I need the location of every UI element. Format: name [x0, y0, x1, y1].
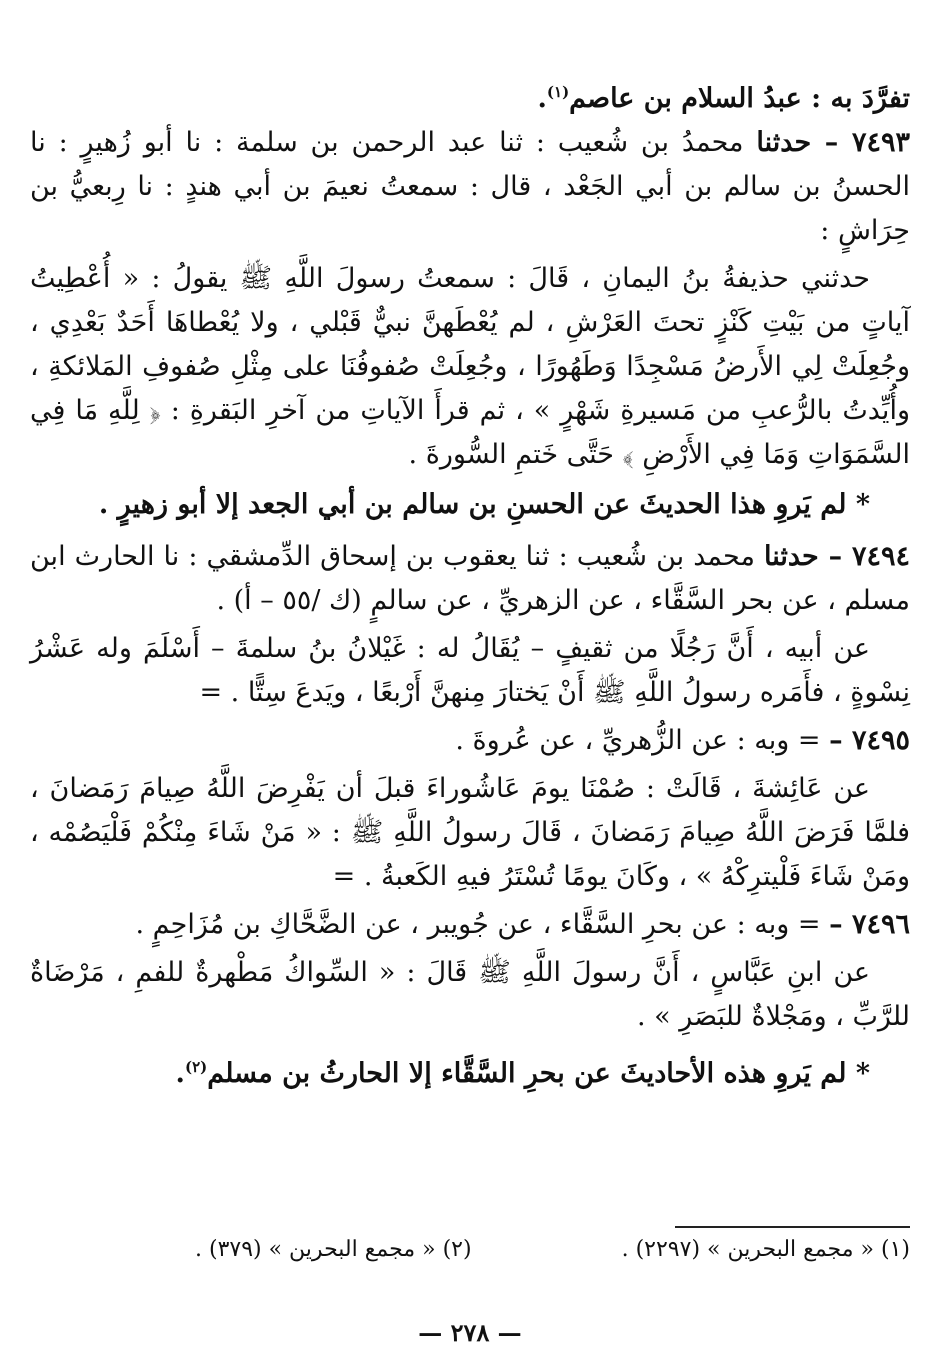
hadith-7495-isnad — [30, 719, 910, 763]
footnote-1: (١) « مجمع البحرين » (٢٢٩٧) . — [621, 1237, 910, 1262]
hadith-number-7495: ٧٤٩٥ – — [829, 725, 910, 756]
hadith-7493-note: * لم يَروِ هذا الحديثَ عن الحسنِ بن سالم بن أبي الجعد إلا أبو زهيرٍ . — [98, 489, 870, 520]
isnad-text: محمدُ بن شُعيب : ثنا عبد الرحمن بن سلمة : نا أبو زُهيرٍ : نا الحسنُ بن سالم بن أبي الجَعْد ، قال : سمعتُ نعيمَ بن أبي هندٍ : نا رِبعيُّ بن حِرَاشٍ : — [30, 127, 910, 246]
footnote-marker-1: (١) — [546, 83, 570, 101]
hadith-number-7493: ٧٤٩٣ – حدثنا — [756, 127, 910, 158]
hadith-7493-matn: حدثني حذيفةُ بنُ اليمانِ ، قَالَ : سمعتُ رسولَ اللَّهِ ﷺ يقولُ : « أُعْطِيتُ آياتٍ من بَيْتِ كَنْزٍ تحتَ العَرْشِ ، لم يُعْطَهنَّ نبيٌّ قَبْلي ، ولا يُعْطاهَا أَحَدٌ بَعْدِي ، وجُعِلَتْ لِي الأَرضُ مَسْجِدًا وَطَهُورًا ، وجُعِلَتْ صُفوفُنَا على مِثْلِ صُفوفِ المَلائكةِ ، وأُيِّدتُ بالرُّعبِ من مَسيرةِ شَهْرٍ » ، ثم قرأَ الآياتِ من آخرِ البَقرةِ : ﴿ لِلَّهِ مَا فِي السَّمَوَاتِ وَمَا فِي الأَرْضِ ﴾ حَتَّى خَتمِ السُّورةَ . — [30, 263, 910, 470]
isnad-text: = وبه : عن الزُّهريِّ ، عن عُروةَ . — [455, 725, 821, 756]
hadith-number-7494: ٧٤٩٤ – حدثنا — [763, 541, 910, 572]
hadith-7496-isnad — [30, 903, 910, 947]
hadith-7496-matn: عن ابنِ عَبَّاسٍ ، أَنَّ رسولَ اللَّهِ ﷺ قَالَ : « السِّواكُ مَطْهرةٌ للفمِ ، مَرْضَاةٌ للرَّبِّ ، ومَجْلاةٌ للبَصَرِ » . — [30, 957, 910, 1032]
note-text: * لم يَروِ هذه الأحاديثَ عن بحرِ السَّقَّاء إلا الحارثُ بن مسلم — [207, 1058, 870, 1089]
hadith-7496-note — [30, 1045, 910, 1096]
page-number: — ٢٧٨ — — [418, 1318, 522, 1347]
footnotes — [30, 1232, 910, 1268]
tafarrud-line: تفرَّدَ به : عبدُ السلام بن عاصم$^{(١)}$. — [537, 83, 910, 114]
page-body — [30, 70, 910, 1104]
manuscript-reference: (ك /٥٥ – أ) . — [216, 585, 362, 616]
footnote-divider — [675, 1226, 910, 1228]
isnad-text: محمد بن شُعيب : ثنا يعقوب بن إسحاق الدِّمشقي : نا الحارث ابن مسلم ، عن بحر السَّقَّاء ، عن الزهريِّ ، عن سالمٍ — [30, 541, 910, 616]
tafarrud-text: تفرَّدَ به : عبدُ السلام بن عاصم — [569, 83, 910, 114]
hadith-7495-matn: عن عَائِشةَ ، قَالَتْ : صُمْنَا يومَ عَاشُوراءَ قبلَ أن يَفْرِضَ اللَّهُ صِيامَ رَمَضانَ ، فلمَّا فَرَضَ اللَّهُ صِيامَ رَمَضانَ ، قَالَ رسولُ اللَّهِ ﷺ : « مَنْ شَاءَ مِنْكُمْ فَلْيَصُمْه ، ومَنْ شَاءَ فَلْيترِكْهُ » ، وكَانَ يومًا تُسْتَرُ فيهِ الكَعبةُ . = — [30, 773, 910, 892]
hadith-7493-isnad — [30, 121, 910, 253]
footnote-2: (٢) « مجمع البحرين » (٣٧٩) . — [195, 1237, 472, 1262]
hadith-7494-isnad — [30, 535, 910, 623]
isnad-text: = وبه : عن بحرِ السَّقَّاء ، عن جُويبر ، عن الضَّحَّاكِ بن مُزَاحِمٍ . — [135, 909, 821, 940]
hadith-number-7496: ٧٤٩٦ – — [829, 909, 910, 940]
note-end: . — [175, 1058, 185, 1089]
footnote-marker-2: (٢) — [184, 1058, 208, 1076]
hadith-7494-matn: عن أبيه ، أَنَّ رَجُلًا من ثقيفٍ – يُقَالُ له : غَيْلانُ بنُ سلمةَ – أَسْلَمَ وله عَشْرُ نِسْوةٍ ، فأَمَره رسولُ اللَّهِ ﷺ أَنْ يَختارَ مِنهنَّ أَرْبعًا ، ويَدعَ سِتًّا . = — [30, 633, 910, 708]
